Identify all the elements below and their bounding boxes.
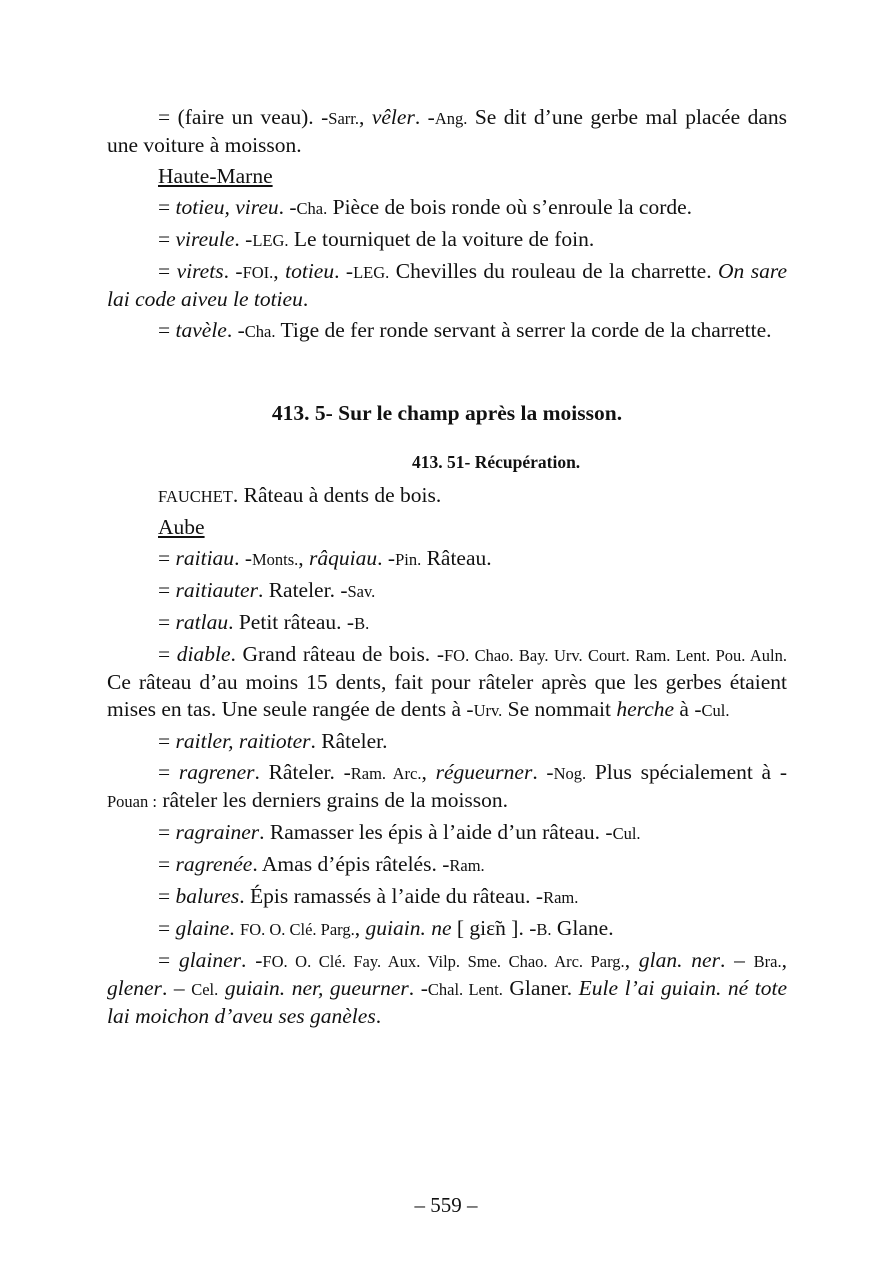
entry: = raitiau. -Monts., râquiau. -Pin. Râteau. xyxy=(158,546,492,570)
entry: = vireule. -LEG. Le tourniquet de la voiture de foin. xyxy=(158,227,595,251)
page-body xyxy=(107,104,787,1034)
entry: = ratlau. Petit râteau. -B. xyxy=(158,610,370,634)
entries-top xyxy=(107,104,787,159)
entry: = raitler, raitioter. Râteler. xyxy=(158,729,388,753)
region-heading-aube: Aube xyxy=(158,515,205,539)
entry: = (faire un veau). -Sarr., vêler. -Ang. Se dit d’une gerbe mal placée dans une voiture à moisson. xyxy=(107,105,787,157)
entry: = totieu, vireu. -Cha. Pièce de bois ronde où s’enroule la corde. xyxy=(158,195,693,219)
entries-aube xyxy=(107,545,787,1030)
entry: = ragrenée. Amas d’épis râtelés. -Ram. xyxy=(158,852,485,876)
entries-haute-marne xyxy=(107,194,787,345)
entry: = ragrainer. Ramasser les épis à l’aide d’un râteau. -Cul. xyxy=(158,820,641,844)
entry: = virets. -FOI., totieu. -LEG. Chevilles du rouleau de la charrette. On sare lai code aiveu le totieu. xyxy=(107,259,787,311)
entry: = diable. Grand râteau de bois. -FO. Chao. Bay. Urv. Court. Ram. Lent. Pou. Auln. Ce râteau d’au moins 15 dents, fait pour râteler après que les gerbes étaient mises en tas. Une seule rangée de dents à -Urv. Se nommait herche à -Cul. xyxy=(107,642,787,721)
entry-fauchet: FAUCHET. Râteau à dents de bois. xyxy=(158,483,442,507)
entry: = tavèle. -Cha. Tige de fer ronde servant à serrer la corde de la charrette. xyxy=(158,318,772,342)
entry: = ragrener. Râteler. -Ram. Arc., régueurner. -Nog. Plus spécialement à -Pouan : râteler les derniers grains de la moisson. xyxy=(107,760,787,812)
entry: = glaine. FO. O. Clé. Parg., guiain. ne [ giɛ̃n ]. -B. Glane. xyxy=(158,916,614,940)
section-title: 413. 5- Sur le champ après la moisson. xyxy=(271,401,623,425)
subsection-title: 413. 51- Récupération. xyxy=(412,452,581,472)
entry: = balures. Épis ramassés à l’aide du râteau. -Ram. xyxy=(158,884,579,908)
region-heading-haute-marne: Haute-Marne xyxy=(158,164,273,188)
entry: = raitiauter. Rateler. -Sav. xyxy=(158,578,376,602)
entry: = glainer. -FO. O. Clé. Fay. Aux. Vilp. Sme. Chao. Arc. Parg., glan. ner. – Bra., glener. – Cel. guiain. ner, gueurner. -Chal. Lent. Glaner. Eule l’ai guiain. né tote lai moichon d’aveu ses ganèles. xyxy=(107,948,788,1028)
page-number: – 559 – xyxy=(414,1193,478,1217)
